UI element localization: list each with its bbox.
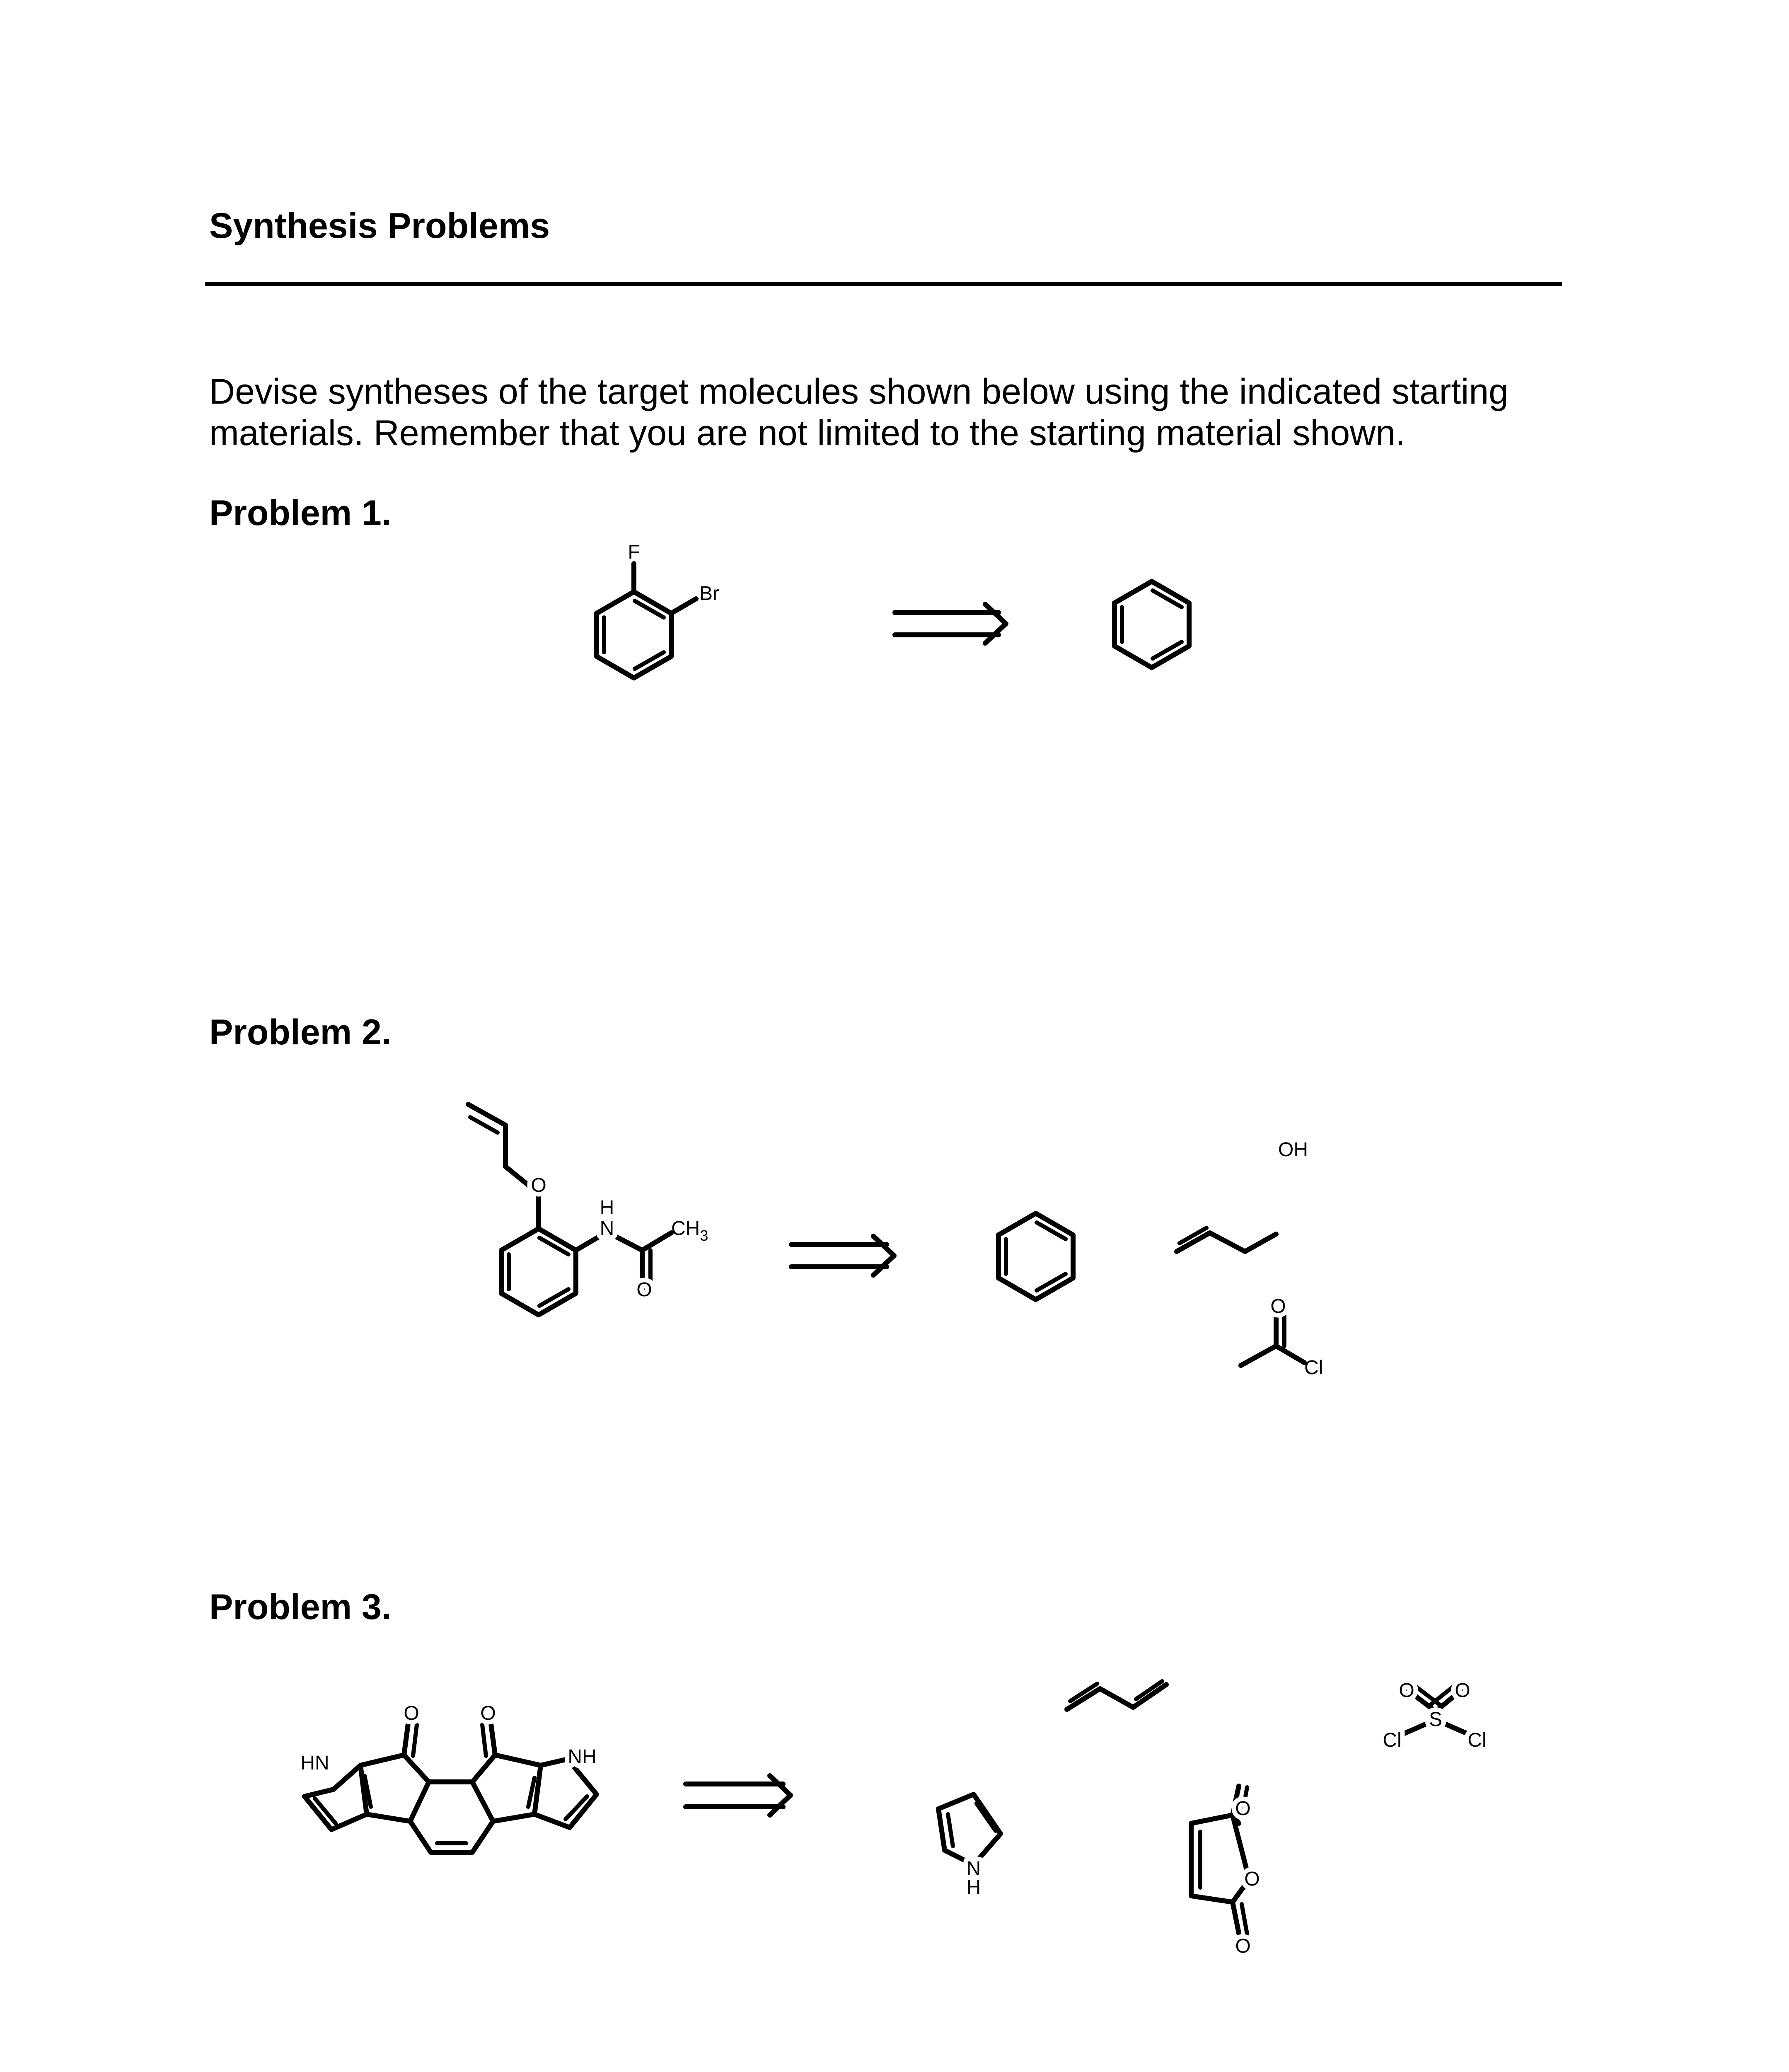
acetamide-chain — [576, 1232, 671, 1292]
right-ketone-bond — [491, 1724, 495, 1755]
pyrrole-reagent — [938, 1794, 1001, 1898]
sulfuryl-left-chlorine-label: Cl — [1383, 1729, 1402, 1751]
anhydride-bottom-oxygen-label: O — [1235, 1935, 1251, 1957]
instructions-line-2: materials. Remember that you are not limited to the starting material shown. — [209, 413, 1406, 453]
methyl-group-label: $CH_3$ — [671, 1218, 708, 1244]
hydroxyl-label: OH — [1278, 1139, 1308, 1161]
benzene-ring — [501, 1229, 576, 1315]
carbonyl-oxygen-label: O — [1270, 1295, 1286, 1317]
sulfuryl-chloride-reagent — [1383, 1680, 1486, 1751]
sulfur-atom-label: S — [1429, 1709, 1443, 1731]
problem-2-benzene-reagent — [998, 1213, 1073, 1300]
butadiene-reagent — [1067, 1681, 1166, 1709]
amide-hydrogen-label: H — [600, 1197, 614, 1219]
sulfuryl-left-oxygen-label: O — [1399, 1680, 1414, 1702]
pyrrole-hydrogen-label: H — [966, 1876, 981, 1898]
problem-2-target-molecule — [468, 1104, 708, 1315]
problem-3-label: Problem 3. — [209, 1587, 392, 1627]
problem-3-target-molecule — [300, 1702, 597, 1852]
retrosynthesis-arrow-1 — [895, 604, 1006, 643]
bromine-atom-label: Br — [699, 583, 719, 605]
aromatic-double-bonds — [604, 601, 664, 669]
problem-1-benzene-reagent — [1114, 581, 1189, 668]
left-nh-label: HN — [300, 1752, 329, 1774]
sulfuryl-right-oxygen-label: O — [1455, 1680, 1470, 1702]
left-ketone-bond — [404, 1724, 408, 1755]
right-carbonyl-oxygen-label: O — [480, 1702, 496, 1724]
page-title: Synthesis Problems — [209, 206, 550, 246]
aromatic-double-bonds — [509, 1238, 568, 1306]
problem-2-label: Problem 2. — [209, 1012, 392, 1052]
chlorine-label: Cl — [1304, 1357, 1323, 1379]
right-nh-label: NH — [568, 1746, 597, 1768]
acetyl-chloride-reagent — [1241, 1295, 1323, 1379]
maleic-anhydride-reagent — [1191, 1786, 1260, 1957]
left-carbonyl-oxygen-label: O — [404, 1702, 419, 1724]
sulfuryl-right-chlorine-label: Cl — [1467, 1729, 1487, 1751]
left-cyclopentanone-ring — [360, 1755, 429, 1821]
pyrrole-nitrogen-label: N — [966, 1858, 981, 1880]
c-br-bond — [671, 599, 696, 613]
problem-1-target-molecule — [597, 541, 719, 678]
allyl-alcohol-reagent — [1177, 1139, 1308, 1251]
amide-nitrogen-label: N — [600, 1218, 614, 1239]
fluorine-atom-label: F — [628, 541, 640, 563]
carbonyl-oxygen-label: O — [636, 1279, 652, 1301]
benzene-ring — [597, 592, 671, 678]
retrosynthesis-arrow-3 — [686, 1776, 791, 1815]
anhydride-ring-oxygen-label: O — [1244, 1868, 1260, 1890]
anhydride-top-oxygen-label: O — [1235, 1798, 1251, 1820]
instructions-line-1: Devise syntheses of the target molecules shown below using the indicated starting — [209, 372, 1509, 411]
retrosynthesis-arrow-2 — [791, 1236, 894, 1275]
ether-oxygen-label: O — [531, 1174, 546, 1196]
problem-1-label: Problem 1. — [209, 493, 392, 533]
